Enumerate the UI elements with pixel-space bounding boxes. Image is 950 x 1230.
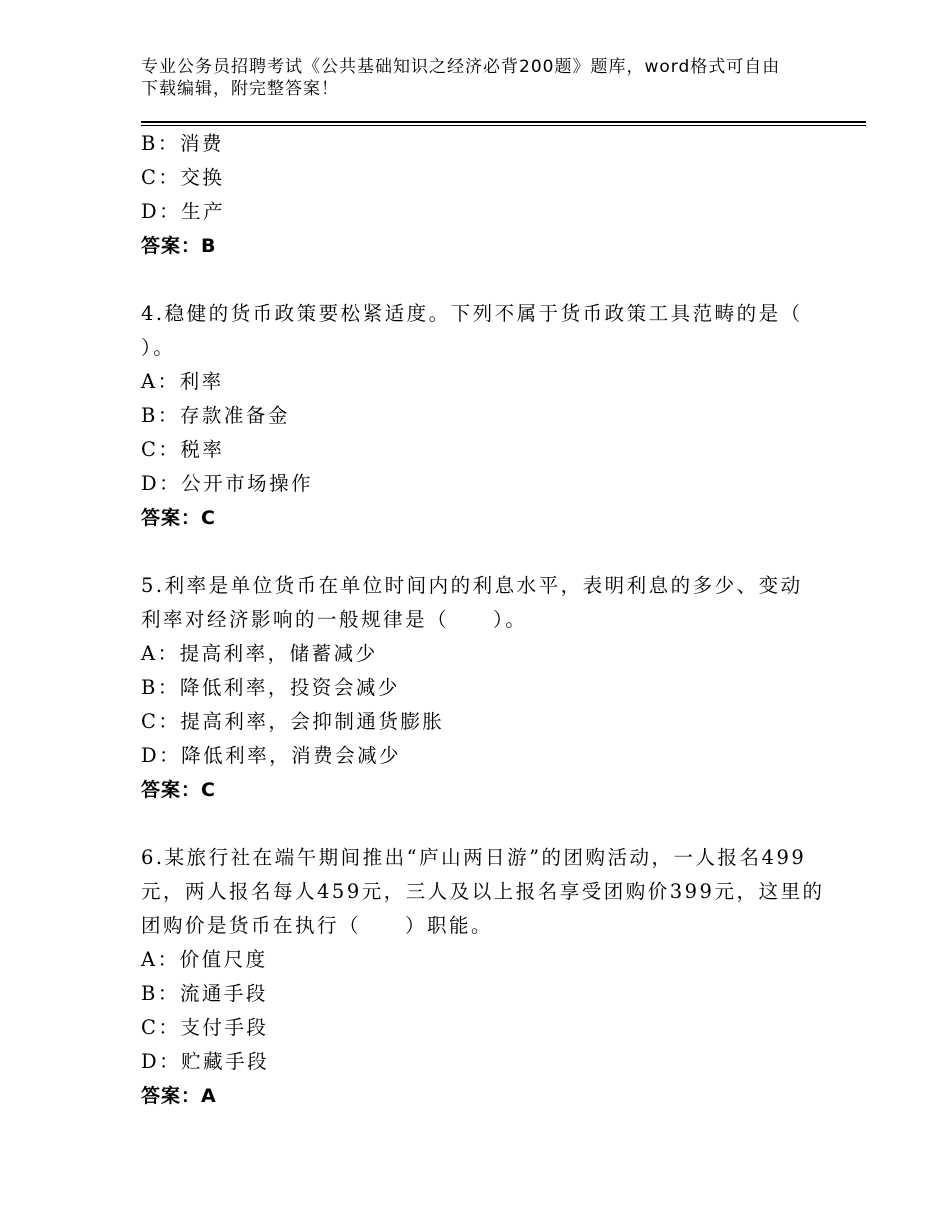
spacer (141, 535, 821, 569)
question-text: 利率对经济影响的一般规律是（ ）。 (141, 608, 528, 631)
question-text: 元，两人报名每人459元，三人及以上报名享受团购价399元，这里的 (141, 880, 825, 903)
question-list (141, 127, 825, 1113)
answer: 答案：C (141, 507, 216, 529)
option-b: B：降低利率，投资会减少 (141, 676, 400, 699)
option-d: D：贮藏手段 (141, 1050, 270, 1073)
option-b: B：流通手段 (141, 982, 268, 1005)
option-c: C：税率 (141, 438, 225, 461)
answer: 答案：A (141, 1085, 217, 1107)
option-a: A：价值尺度 (141, 948, 268, 971)
header-line-2: 下载编辑，附完整答案！ (141, 79, 339, 99)
question-text: 6.某旅行社在端午期间推出“庐山两日游”的团购活动，一人报名499 (141, 846, 807, 869)
option-b: B：消费 (141, 132, 224, 155)
question-text: 4.稳健的货币政策要松紧适度。下列不属于货币政策工具范畴的是（ (141, 302, 803, 325)
document-header (141, 56, 821, 100)
spacer (141, 807, 821, 841)
option-c: C：支付手段 (141, 1016, 269, 1039)
option-a: A：利率 (141, 370, 224, 393)
answer: 答案：C (141, 779, 216, 801)
option-d: D：生产 (141, 200, 226, 223)
question-text: ）。 (141, 336, 176, 359)
header-rule-thin (141, 125, 866, 126)
question-4 (141, 297, 821, 535)
question-5 (141, 569, 821, 807)
question-text: 5.利率是单位货币在单位时间内的利息水平，表明利息的多少、变动 (141, 574, 803, 597)
option-d: D：公开市场操作 (141, 472, 314, 495)
option-c: C：提高利率，会抑制通货膨胀 (141, 710, 445, 733)
spacer (141, 263, 821, 297)
option-c: C：交换 (141, 166, 225, 189)
header-rule-thick (141, 121, 866, 123)
option-b: B：存款准备金 (141, 404, 290, 427)
option-a: A：提高利率，储蓄减少 (141, 642, 378, 665)
answer: 答案：B (141, 235, 217, 257)
header-line-1: 专业公务员招聘考试《公共基础知识之经济必背200题》题库，word格式可自由 (141, 57, 781, 77)
option-d: D：降低利率，消费会减少 (141, 744, 402, 767)
question-text: 团购价是货币在执行（ ）职能。 (141, 914, 494, 937)
question-6 (141, 841, 825, 1113)
